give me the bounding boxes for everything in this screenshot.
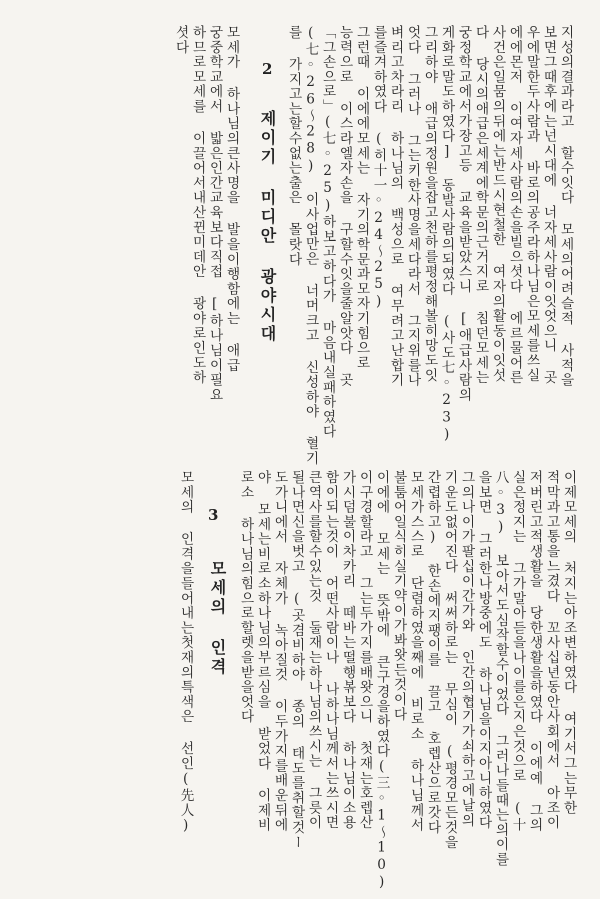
text-column: 엇다 그러나 그는키한사명을세다라서 그지위를나 [404, 25, 421, 388]
text-column: 을보면 그러한나방중에도 하나님을이지아니하였다 [475, 470, 492, 830]
text-column: 이구경할라고 그는두가지를배왓으니 첫재는호렙산 [356, 470, 373, 830]
text-column: 궁중학교에서 밟은인간교육보다직접 [하나님이필요 [206, 25, 223, 403]
text-column: 다 당시의애급은세계에학문의근거지로 침던모세는 [472, 25, 489, 385]
text-column: 간렵하고) 한손에지팽이를 끌고 호렙산으로갓다 [424, 470, 441, 835]
text-column: 하므로모세를 이끌어서내산뀐미데안 광야로인도하 [189, 25, 206, 385]
text-column: 큰역사를할수있는것 둘재는하나님의쓰시는 그릇이 [305, 470, 322, 830]
text-column: 八◦3) 보아서도심작할수이었다 그러나들때는의이를 [492, 470, 509, 867]
text-column: 우에말한두사람과 바로의공주라하나님은모세를쓰실 [523, 25, 540, 383]
text-column: 궁정학교에서가장고등 교육을받았스니 [애급사람의 [455, 25, 472, 403]
text-column: 보면그때후에는넌시대에 너자세사람이잇엇으니 곳 [540, 25, 557, 385]
text-column: 야 모세는비로소하나님의부르심을 받었다 이제비 [254, 470, 271, 833]
text-column: 불툼어일식히실기약이가봐왓든것이다 [390, 470, 407, 722]
section-number: 2 [262, 60, 273, 78]
text-column: 에에몬저 이여자세사람의손을빌으셧다 에르물어른 [506, 25, 523, 385]
text-column: 그의나이가팔십이간가와 인간의협기가쇠하고에날의 [458, 470, 475, 828]
text-column: 「그손으로」(七◦25)하보고하다가 마음내실패하였다 [319, 25, 336, 439]
text-column: 이에에 모세는 뜻밖에 큰구경을하였다(三◦1〜10) [373, 470, 390, 892]
text-column: 셧다 [172, 25, 189, 55]
text-column: 능력으로 이스라엘자손을 구할수잇을줄알앗다 곳 [336, 25, 353, 388]
text-column: 이제모세의 처지는아조변하였다 여기서그는무한 [560, 470, 577, 816]
text-column: 가시덤불이차카리 떼바는떨행볶보다 하나님이소용 [339, 470, 356, 830]
text-column: 지성의결과라고 할수잇다 모세의어려슬적 사적을 [557, 25, 574, 388]
text-column: 적막과고통을느겼다 꼬사십년동안사회에서 아조이 [543, 470, 560, 830]
text-column: 저버린고적생활을 당한생활을하였다 이에예 그의 [526, 470, 543, 833]
text-column: 함이되는것이 어떤사람이나 나하나님께서는쓰시면 [322, 470, 339, 830]
text-column: 를즐겨하였다 (히十一◦24〜25) [370, 25, 387, 311]
text-column: 모세가 하나님의큰사명을 발을이행함에는 애급 [223, 25, 240, 373]
text-column: 사건은일뭄의뒤에는반드시현철한 여자의활동이잇섯 [489, 25, 506, 383]
text-column: 될나면신을벗고 (곳겸비하야 종의 태도를취할것ー [288, 470, 305, 850]
text-column: 벼리고차라리 하나님의 백성으로 여무려고난합기 [387, 25, 404, 388]
section-number: 3 [208, 506, 219, 524]
text-column: 모세의 인격을들어내는첫재의특색은 선인(先人) [177, 470, 194, 835]
text-column: 게화로말도하였다] 동발사람의되였다 (사도七◦23) [438, 25, 455, 444]
text-column: (七◦26〜28) 이사업만은 너머크고 신성하야 혈기 [302, 25, 319, 466]
text-column: 를 가지고는할수없는출은 몰랏다 [285, 25, 302, 267]
text-column: 기운도없어진다 써써하로는 무심이 (평경모든것을 [441, 470, 458, 850]
text-column: 도가니에서 자체가 녹아질것 이두가지를배운뒤에 [271, 470, 288, 833]
text-column: 모세가스스로 단렴하였을째에 비로소 하나님께서 [407, 470, 424, 833]
text-column: 그런때 이에에모세는 자기의학문과모자기힘으로 [353, 25, 370, 371]
section-heading: 제이기 미디안 광야시대 [258, 110, 277, 344]
text-column: 실은정지는 그가말아듣을나이를은지은것으로 (十 [509, 470, 526, 833]
section-heading: 모세의 인격 [208, 560, 227, 677]
text-column: 그리하야 애급의정원을잡고천하를평정해볼히망도잇 [421, 25, 438, 383]
text-column: 로소 하나님의힘으로할렛을받을엇다 [237, 470, 254, 724]
